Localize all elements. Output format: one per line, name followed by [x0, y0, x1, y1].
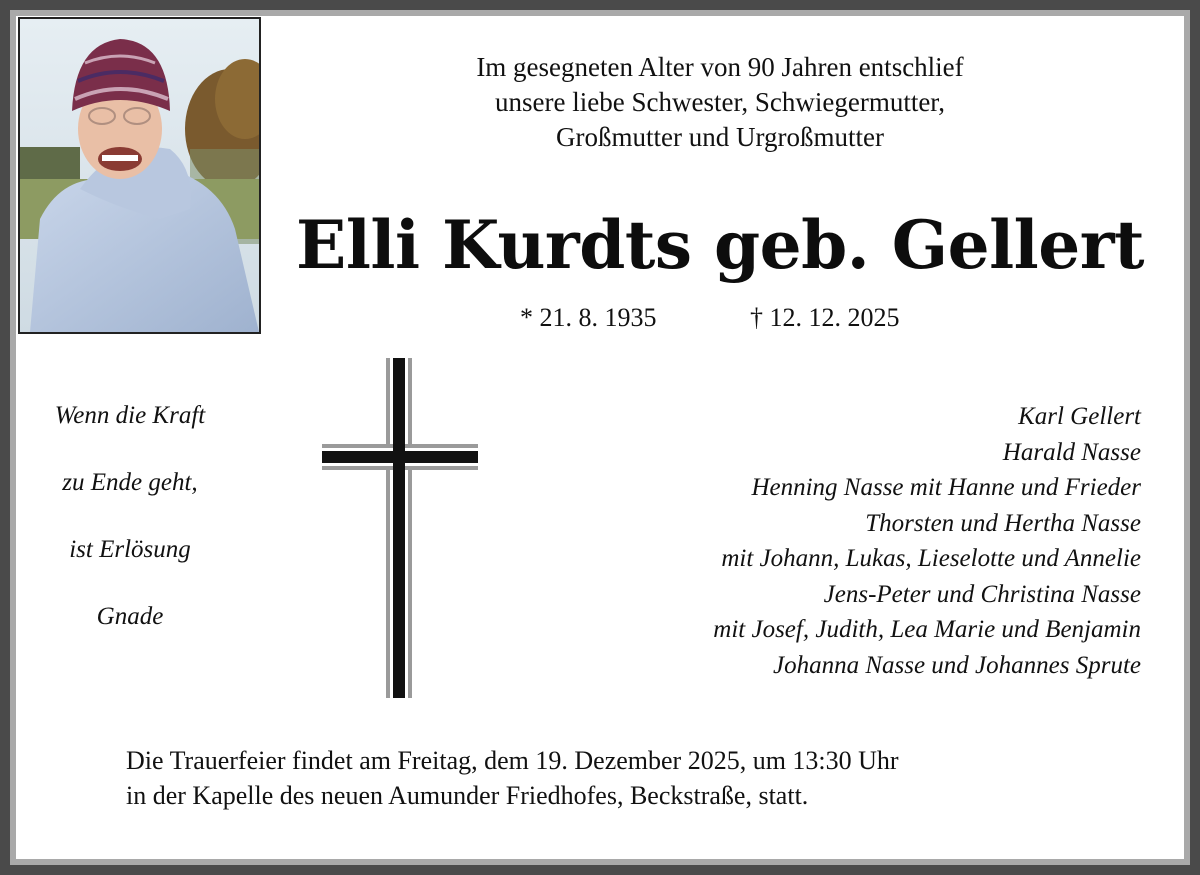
mourner-line: Harald Nasse	[1002, 438, 1141, 466]
intro-line: Großmutter und Urgroßmutter	[556, 122, 884, 152]
death-date: † 12. 12. 2025	[750, 303, 900, 332]
intro-line: Im gesegneten Alter von 90 Jahren entschlief	[476, 52, 964, 82]
mourners-list	[600, 399, 1141, 683]
deceased-name: Elli Kurdts geb. Gellert	[296, 206, 1144, 284]
funeral-notice	[126, 743, 1126, 813]
verse-line: Wenn die Kraft	[54, 402, 206, 429]
intro-text	[330, 50, 1110, 155]
verse-line: ist Erlösung	[69, 536, 191, 563]
verse-line: Gnade	[96, 603, 164, 630]
birth-date: * 21. 8. 1935	[520, 303, 657, 332]
mourner-line: mit Josef, Judith, Lea Marie und Benjamin	[713, 616, 1141, 643]
cross-icon	[322, 358, 478, 698]
mourner-line: mit Johann, Lukas, Lieselotte und Annelie	[721, 545, 1141, 572]
funeral-line: in der Kapelle des neuen Aumunder Friedhofes, Beckstraße, statt.	[126, 781, 809, 810]
mourner-line: Karl Gellert	[1018, 403, 1141, 430]
verse-line: zu Ende geht,	[62, 469, 198, 496]
funeral-line: Die Trauerfeier findet am Freitag, dem 19. Dezember 2025, um 13:30 Uhr	[126, 746, 899, 775]
mourner-line: Jens-Peter und Christina Nasse	[823, 580, 1141, 608]
mourner-line: Henning Nasse mit Hanne und Frieder	[751, 474, 1141, 501]
intro-line: unsere liebe Schwester, Schwiegermutter,	[495, 87, 945, 117]
mourner-line: Johanna Nasse und Johannes Sprute	[772, 651, 1141, 679]
verse-text	[30, 400, 230, 668]
portrait-photo	[18, 17, 261, 334]
mourner-line: Thorsten und Hertha Nasse	[865, 509, 1141, 537]
